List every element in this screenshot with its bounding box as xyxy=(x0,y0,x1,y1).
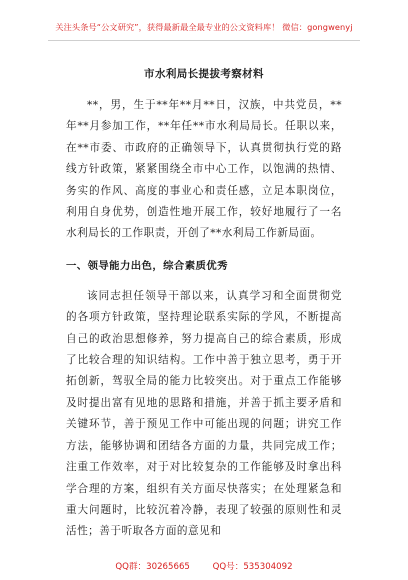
header-banner: 关注头条号“公文研究”，获得最新最全最专业的公文资料库！ 微信：gongwenyj xyxy=(55,22,353,32)
document-title: 市水利局长提拔考察材料 xyxy=(144,68,264,80)
section-paragraph: 该同志担任领导干部以来，认真学习和全面贯彻党的各项方针政策，坚持理论联系实际的学风，不断提高自己的政治思想修养，努力提高自己的综合素质，形成了比较合理的知识结构。工作中善于独立思考，勇于开拓创新，驾驭全局的能力比较突出。对于重点工作能够及时提出富有见地的思路和措施，并善于抓主要矛盾和关键环节，善于预见工作中可能出现的问题；讲究工作方法，能够协调和团结各方面的力量，共同完成工作；注重工作效率，对于对比较复杂的工作能够及时拿出科学合理的方案，组织有关方面尽快落实；在处理紧急和重大问题时，比较沉着冷静，表现了较强的原则性和灵活性；善于听取各方面的意见和 xyxy=(66,289,342,538)
footer-qq-number: QQ号：535304092 xyxy=(212,562,293,572)
footer-qq-group: QQ群：30265665 xyxy=(115,562,190,572)
header-divider xyxy=(48,40,360,41)
section-heading: 一、领导能力出色，综合素质优秀 xyxy=(66,259,228,272)
footer-banner xyxy=(0,560,408,572)
document-body xyxy=(66,95,342,543)
intro-paragraph: **，男，生于**年**月**日，汉族，中共党员，**年**月参加工作，**年任**市水利局局长。任职以来，在**市委、市政府的正确领导下，认真贯彻执行党的路线方针政策，紧紧围绕全市中心工作，以饱满的热情、务实的作风、高度的事业心和责任感，立足本职岗位，利用自身优势，创造性地开展工作，较好地履行了一名水利局长的工作职责，开创了**水利局工作新局面。 xyxy=(66,99,342,240)
